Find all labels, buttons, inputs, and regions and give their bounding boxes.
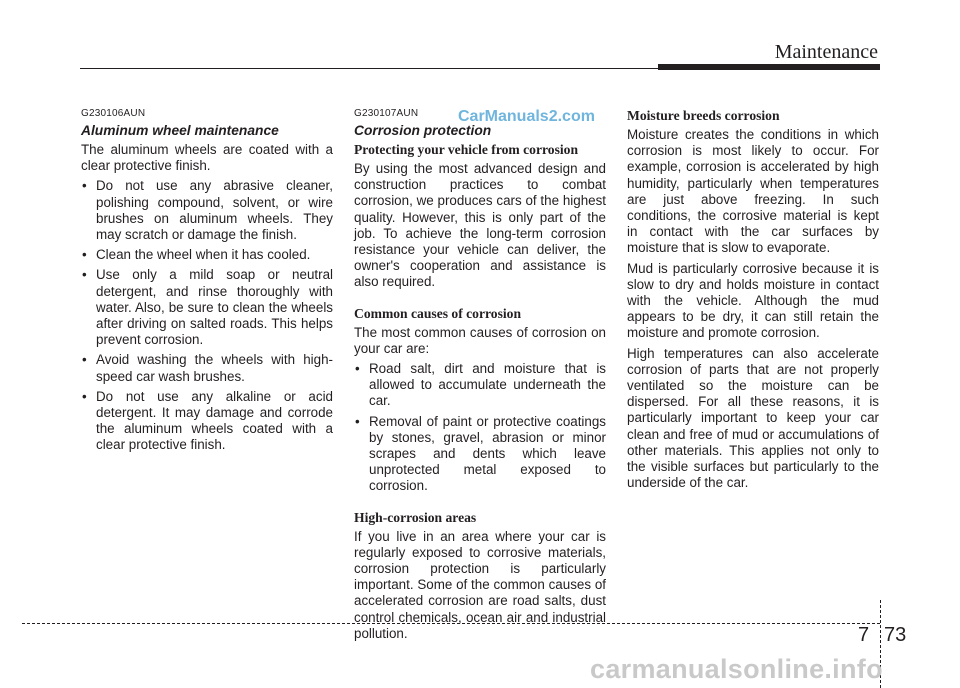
paragraph: The most common causes of corrosion on your car are: [354,324,606,356]
bullet-icon: • [82,178,87,194]
footer-rule [22,623,880,624]
paragraph: By using the most advanced design and construction practices to combat corrosion, we produces cars of the highest quality. However, this is only part of the job. To achieve the long-term corrosion resistance your vehicle can deliver, the owner's cooperation and assistance is also required. [354,161,606,290]
bullet-icon: • [355,361,360,377]
chapter-number: 7 [858,624,870,646]
chapter-title: Maintenance [774,41,878,63]
list-item: • Do not use any alkaline or acid detergent. It may damage and corrode the aluminum wheels coated with a clear protective finish. [82,388,333,453]
bullet-icon: • [82,352,87,368]
page-number: 73 [884,624,907,646]
subheading: Common causes of corrosion [354,305,522,321]
subheading: Moisture breeds corrosion [627,108,780,123]
list-item: • Road salt, dirt and moisture that is allowed to accumulate underneath the car. [355,361,606,409]
column-moisture [627,108,879,495]
header-rule-tab [658,64,880,70]
section-code: G230106AUN [81,108,146,119]
paragraph: The aluminum wheels are coated with a clear protective finish. [81,142,333,174]
paragraph: Mud is particularly corrosive because it is slow to dry and holds moisture in contact with the vehicle. Although the mud appears to be dry, it can still retain the moisture and promote corrosion. [627,260,879,341]
column-corrosion-protection [354,108,606,646]
paragraph: Moisture creates the conditions in which corrosion is most likely to occur. For example, corrosion is accelerated by high humidity, particularly when temperatures are just above freezing. In such conditions, the corrosive material is kept in contact with the car surfaces by moisture that is slow to evaporate. [627,127,879,256]
watermark-link[interactable]: CarManuals2.com [458,108,595,125]
list-item: • Removal of paint or protective coatings by stones, gravel, abrasion or minor scrapes and dents which leave unprotected metal exposed to corrosion. [355,413,606,494]
bullet-icon: • [82,247,87,263]
bullet-list [81,178,333,453]
section-heading: Aluminum wheel maintenance [81,123,279,138]
subheading: Protecting your vehicle from corrosion [354,142,578,157]
list-item: • Do not use any abrasive cleaner, polishing compound, solvent, or wire brushes on aluminum wheels. They may scratch or damage the finish. [82,178,333,243]
section-heading: Corrosion protection [354,123,492,138]
footer-watermark-link[interactable]: carmanualsonline.info [590,654,883,684]
paragraph: High temperatures can also accelerate corrosion of parts that are not properly ventilated so the moisture can be dispersed. For all these reasons, it is particularly important to keep your car clean and free of mud or accumulations of other materials. This applies not only to the visible surfaces but particularly to the underside of the car. [627,345,879,491]
bullet-list [354,361,606,495]
bullet-icon: • [355,413,360,429]
section-code: G230107AUN [354,108,419,119]
column-aluminum-wheel [81,108,333,458]
list-item: • Use only a mild soap or neutral detergent, and rinse thoroughly with water. Also, be sure to clean the wheels after driving on salted roads. This helps prevent corrosion. [82,267,333,348]
paragraph: If you live in an area where your car is regularly exposed to corrosive materials, corrosion protection is particularly important. Some of the common causes of accelerated corrosion are road salts, dust control chemicals, ocean air and industrial pollution. [354,528,606,641]
bullet-icon: • [82,267,87,283]
list-item: • Avoid washing the wheels with high-speed car wash brushes. [82,352,333,384]
list-item: • Clean the wheel when it has cooled. [82,247,311,263]
subheading: High-corrosion areas [354,509,477,525]
bullet-icon: • [82,388,87,404]
